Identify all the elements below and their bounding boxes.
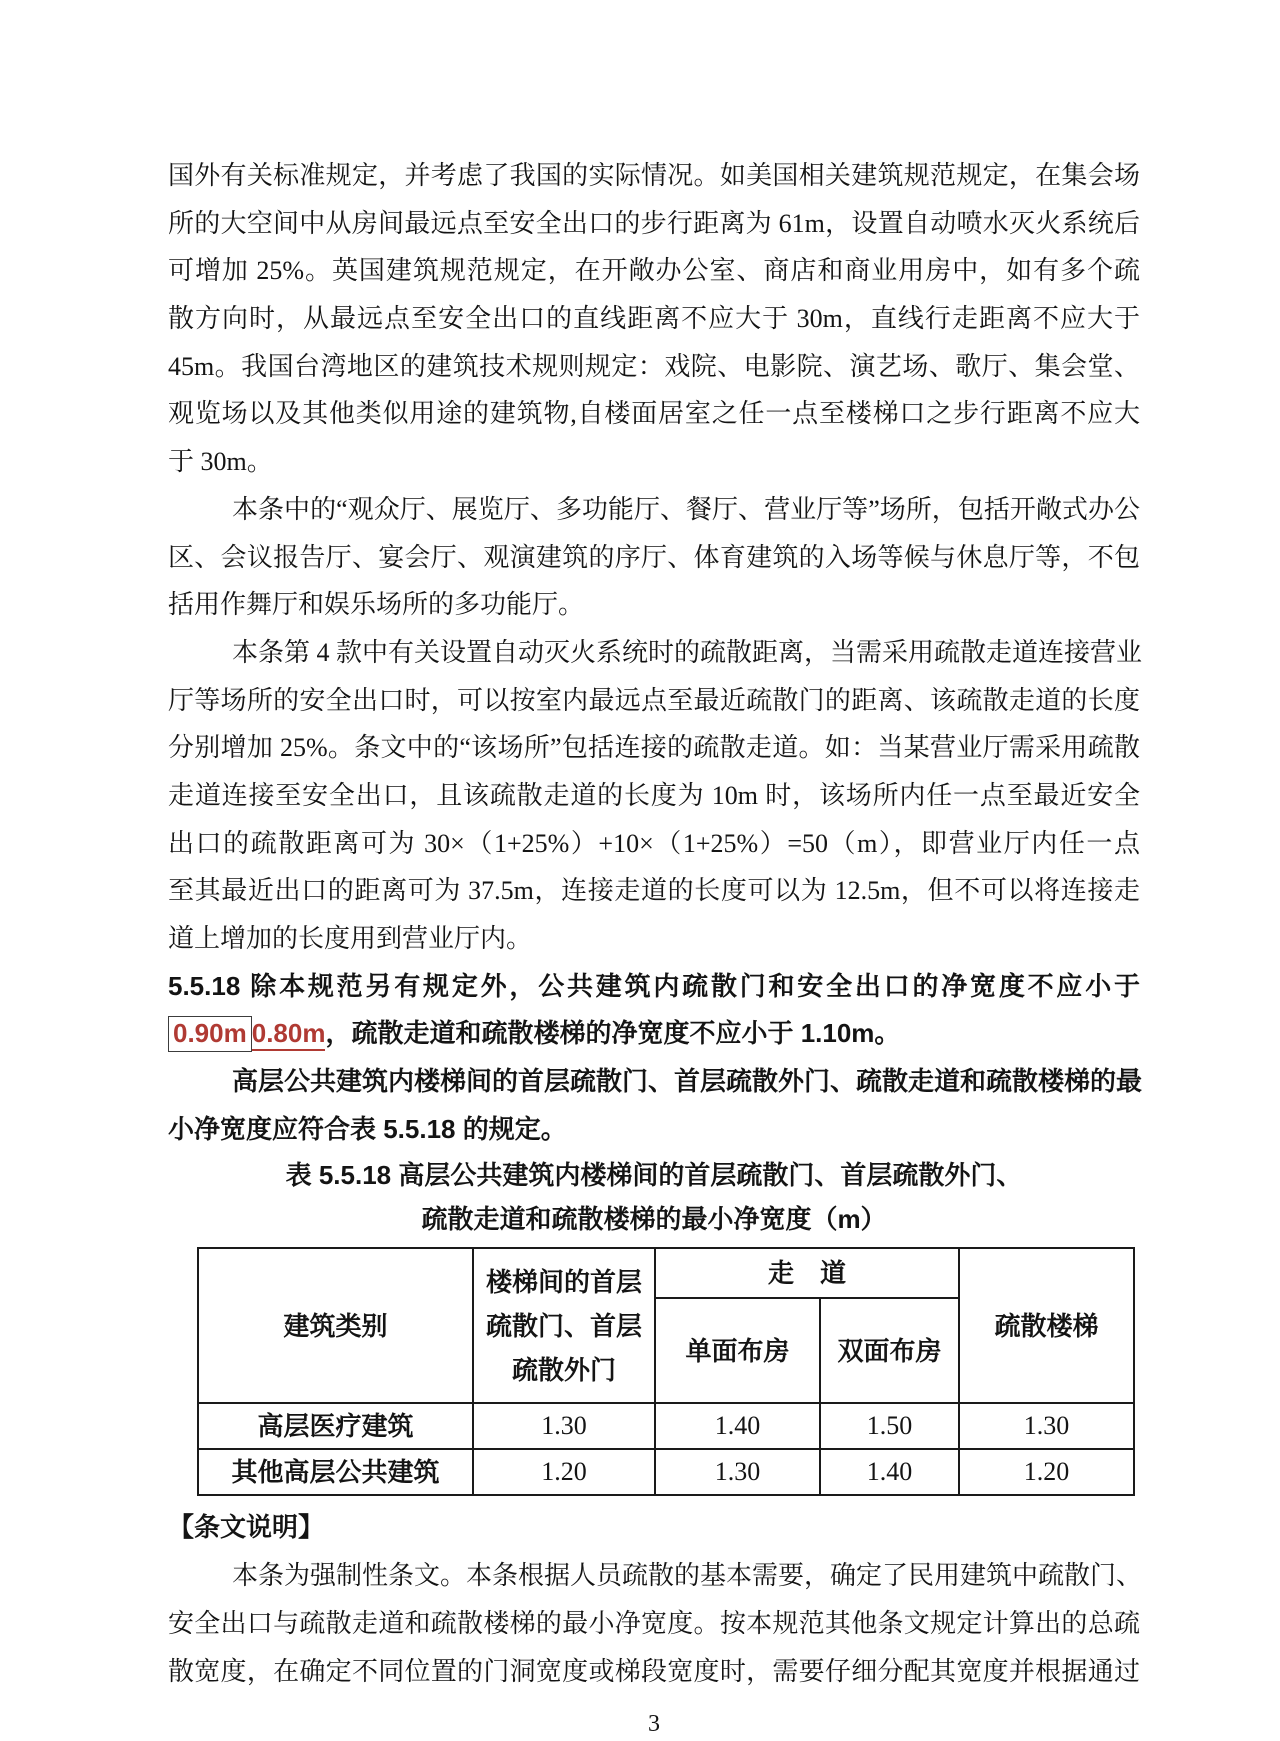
text-line: 所的大空间中从房间最远点至安全出口的步行距离为 61m，设置自动喷水灭火系统后 (168, 208, 1140, 238)
header-cell-double-side: 双面布房 (820, 1298, 959, 1403)
table-cell: 1.40 (820, 1449, 959, 1495)
text-line: 走道连接至安全出口，且该疏散走道的长度为 10m 时，该场所内任一点至最近安全 (168, 780, 1140, 810)
table-title-line: 疏散走道和疏散楼梯的最小净宽度（m） (421, 1204, 887, 1235)
table-cell: 1.30 (473, 1403, 655, 1449)
text-line: 安全出口与疏散走道和疏散楼梯的最小净宽度。按本规范其他条文规定计算出的总疏 (168, 1608, 1140, 1638)
table-row (198, 1449, 1134, 1495)
header-cell-walkway: 走 道 (655, 1248, 959, 1298)
text-line: 散宽度，在确定不同位置的门洞宽度或梯段宽度时，需要仔细分配其宽度并根据通过 (168, 1656, 1140, 1686)
text-line: 道上增加的长度用到营业厅内。 (168, 924, 533, 953)
clause-line-rest: ，疏散走道和疏散楼梯的净宽度不应小于 1.10m。 (325, 1018, 901, 1049)
table-cell: 1.20 (473, 1449, 655, 1495)
table-row (198, 1403, 1134, 1449)
deleted-value-boxed: 0.90m (168, 1016, 252, 1052)
page-number: 3 (648, 1711, 660, 1738)
table-header-row (198, 1248, 1134, 1298)
row-category: 其他高层公共建筑 (198, 1449, 473, 1495)
clause-revision-line (168, 1010, 1140, 1058)
text-line: 本条为强制性条文。本条根据人员疏散的基本需要，确定了民用建筑中疏散门、 (232, 1561, 1143, 1591)
table-cell: 1.30 (959, 1403, 1134, 1449)
commentary-heading: 【条文说明】 (168, 1512, 325, 1543)
text-line: 出口的疏散距离可为 30×（1+25%）+10×（1+25%）=50（m），即营业厅内任一点 (168, 828, 1140, 858)
text-line: 本条中的“观众厅、展览厅、多功能厅、餐厅、营业厅等”场所，包括开敞式办公 (232, 494, 1140, 524)
text-line: 观览场以及其他类似用途的建筑物,自楼面居室之任一点至楼梯口之步行距离不应大 (168, 399, 1140, 429)
text-line: 散方向时，从最远点至安全出口的直线距离不应大于 30m，直线行走距离不应大于 (168, 304, 1140, 334)
inserted-value-underlined: 0.80m (252, 1018, 326, 1051)
text-line: 至其最近出口的距离可为 37.5m，连接走道的长度可以为 12.5m，但不可以将连接走 (168, 876, 1140, 906)
table-cell: 1.50 (820, 1403, 959, 1449)
text-line: 高层公共建筑内楼梯间的首层疏散门、首层疏散外门、疏散走道和疏散楼梯的最 (232, 1066, 1143, 1097)
clause-5-5-18-line: 5.5.18 除本规范另有规定外，公共建筑内疏散门和安全出口的净宽度不应小于 (168, 970, 1140, 1001)
text-line: 区、会议报告厅、宴会厅、观演建筑的序厅、体育建筑的入场等候与休息厅等，不包 (168, 542, 1140, 572)
page-body (168, 152, 1143, 1741)
header-cell-first-floor-doors: 楼梯间的首层疏散门、首层疏散外门 (473, 1248, 655, 1403)
text-line: 小净宽度应符合表 5.5.18 的规定。 (168, 1113, 567, 1144)
text-line: 国外有关标准规定，并考虑了我国的实际情况。如美国相关建筑规范规定，在集会场 (168, 161, 1140, 190)
table-5-5-18 (197, 1247, 1135, 1496)
text-line: 45m。我国台湾地区的建筑技术规则规定：戏院、电影院、演艺场、歌厅、集会堂、 (168, 351, 1140, 381)
row-category: 高层医疗建筑 (198, 1403, 473, 1449)
header-cell-stairs: 疏散楼梯 (959, 1248, 1134, 1403)
table-cell: 1.40 (655, 1403, 820, 1449)
header-cell-category: 建筑类别 (198, 1248, 473, 1403)
text-line: 厅等场所的安全出口时，可以按室内最远点至最近疏散门的距离、该疏散走道的长度 (168, 685, 1140, 715)
text-line: 可增加 25%。英国建筑规范规定，在开敞办公室、商店和商业用房中，如有多个疏 (168, 256, 1140, 286)
table-cell: 1.20 (959, 1449, 1134, 1495)
text-line: 本条第 4 款中有关设置自动灭火系统时的疏散距离，当需采用疏散走道连接营业 (232, 637, 1143, 667)
text-line: 括用作舞厅和娱乐场所的多功能厅。 (168, 590, 585, 620)
table-cell: 1.30 (655, 1449, 820, 1495)
text-line: 分别增加 25%。条文中的“该场所”包括连接的疏散走道。如：当某营业厅需采用疏散 (168, 733, 1140, 763)
text-line: 于 30m。 (168, 447, 273, 477)
header-cell-single-side: 单面布房 (655, 1298, 820, 1403)
table-title-line: 表 5.5.18 高层公共建筑内楼梯间的首层疏散门、首层疏散外门、 (285, 1160, 1023, 1191)
